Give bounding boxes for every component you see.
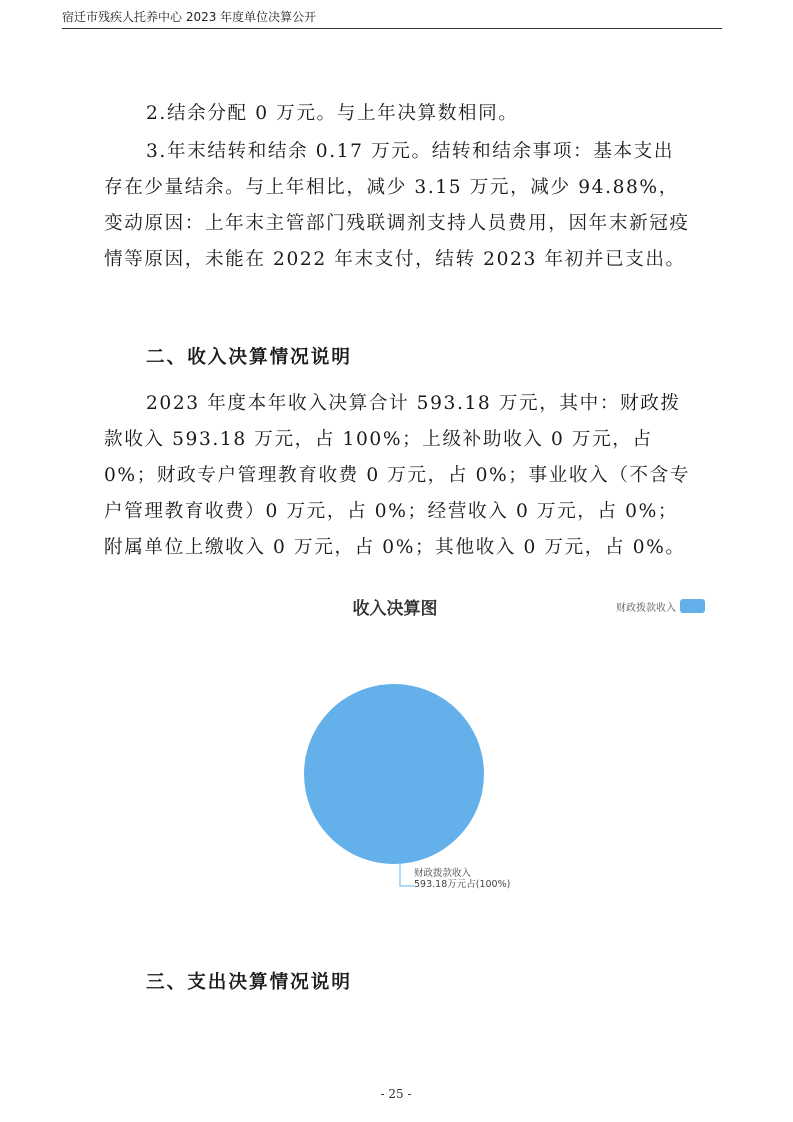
legend-swatch bbox=[680, 599, 705, 613]
section-heading-income: 二、收入决算情况说明 bbox=[146, 347, 352, 368]
pie-slice-label bbox=[414, 868, 510, 890]
header-rule bbox=[62, 28, 722, 29]
chart-legend bbox=[616, 598, 705, 614]
pie-slice-label-value: 593.18万元占(100%) bbox=[414, 879, 511, 890]
legend-label: 财政拨款收入 bbox=[616, 602, 676, 614]
pie-slice-label-name: 财政拨款收入 bbox=[414, 868, 472, 879]
document-header: 宿迁市残疾人托养中心 2023 年度单位决算公开 bbox=[62, 10, 317, 24]
chart-title: 收入决算图 bbox=[352, 599, 438, 619]
page-number: - 25 - bbox=[380, 1087, 412, 1101]
section-heading-expenditure: 三、支出决算情况说明 bbox=[146, 972, 352, 993]
pie-chart bbox=[290, 660, 510, 890]
paragraph-income-summary: 2023 年度本年收入决算合计 593.18 万元，其中：财政拨款收入 593.18 万元，占 100%；上级补助收入 0 万元，占 0%；财政专户管理教育收费 0 万元，占 0%；事业收入（不含专户管理教育收费）0 万元，占 0%；经营收入 0 万元，占 0%；附属单位上缴收入 0 万元，占 0%；其他收入 0 万元，占 0%。 bbox=[104, 393, 691, 558]
paragraph-year-end-balance: 3.年末结转和结余 0.17 万元。结转和结余事项：基本支出存在少量结余。与上年相比，减少 3.15 万元，减少 94.88%，变动原因：上年末主管部门残联调剂支持人员费用，因年末新冠疫情等原因，未能在 2022 年末支付，结转 2023 年初并已支出。 bbox=[104, 141, 690, 270]
paragraph-surplus-distribution: 2.结余分配 0 万元。与上年决算数相同。 bbox=[146, 103, 519, 124]
pie-slice-financial-appropriation bbox=[304, 684, 484, 864]
pie-leader-line bbox=[400, 863, 414, 886]
